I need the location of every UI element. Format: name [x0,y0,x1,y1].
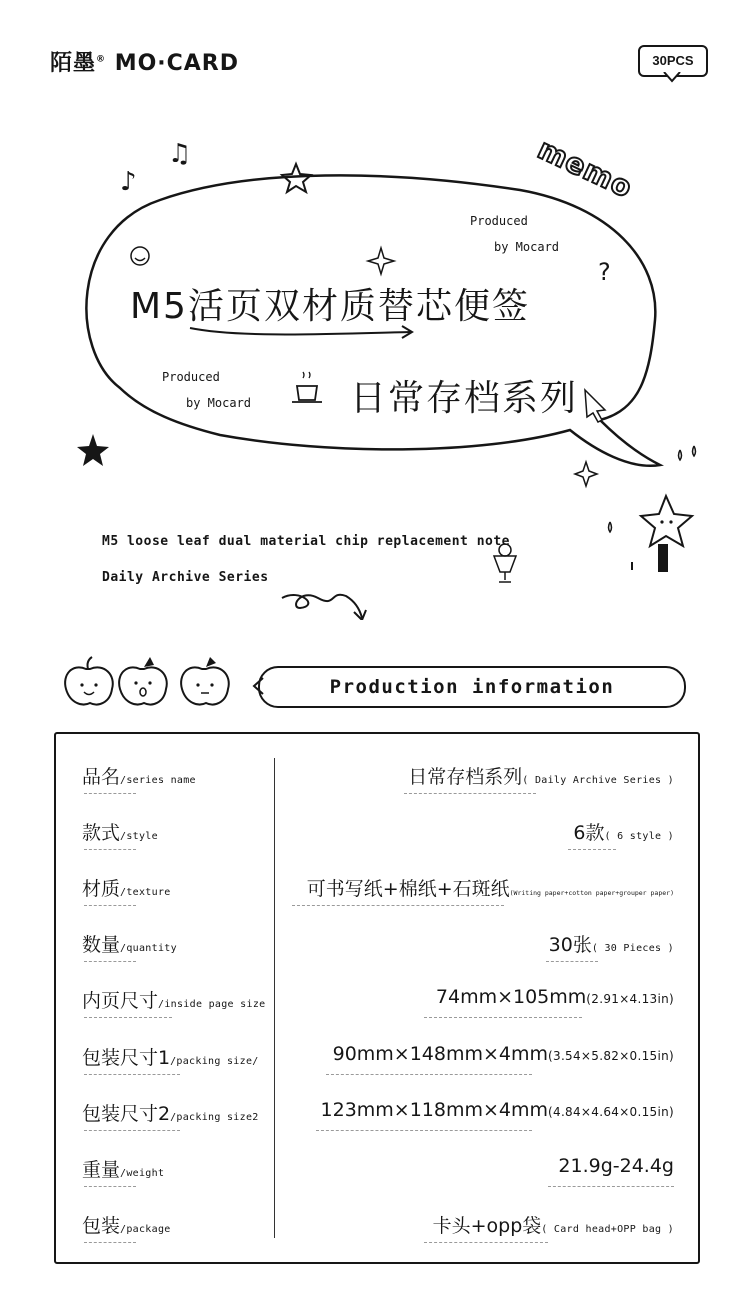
value-cn: 6款 [573,822,605,844]
value-cn: 日常存档系列 [408,766,523,788]
produced-word: Produced [470,214,528,228]
spec-row-packing-size-1 [0,1043,750,1099]
by-mocard: by Mocard [186,396,252,410]
cursor-icon [585,390,605,422]
memo-doodle-text: memo [532,132,638,205]
spec-row-weight [0,1155,750,1211]
row-value [408,762,674,789]
label-underline [84,849,136,850]
row-label [82,818,158,845]
apple-faces-illustration [60,655,240,711]
label-underline [84,1130,180,1131]
star-character-illustration [609,496,693,572]
value-en: (3.54×5.82×0.15in) [548,1049,674,1063]
brand-logo [50,46,239,77]
apple-icon [119,657,167,704]
label-cn: 品名 [82,766,121,788]
row-value [549,930,674,957]
value-cn: 90mm×148mm×4mm [332,1043,549,1065]
label-cn: 材质 [82,878,121,900]
label-underline [84,905,136,906]
label-cn: 数量 [82,934,121,956]
value-cn: 21.9g-24.4g [558,1155,674,1177]
star-icon [282,164,311,192]
value-underline [326,1074,532,1075]
value-underline [546,961,598,962]
apple-icon [65,657,113,704]
series-subtitle: 日常存档系列 [350,378,579,419]
value-underline [568,849,616,850]
row-value [321,1099,674,1121]
question-mark-icon: ? [598,258,611,286]
row-value [333,1043,674,1065]
value-cn: 74mm×105mm [435,986,587,1008]
row-label [82,874,171,901]
label-en: /inside page size [158,999,266,1010]
apple-icon [181,657,229,704]
sparkle-icon [368,248,394,274]
smiley-icon [131,247,149,265]
value-en: ( 30 Pieces ) [591,943,674,954]
label-en: /packing size/ [170,1056,259,1067]
black-star-icon [77,434,109,466]
row-value [433,1211,674,1238]
badge-pointer-icon [662,72,682,84]
row-value [436,986,674,1008]
label-cn: 包装尺寸2 [82,1103,171,1125]
produced-by-top [470,208,559,260]
value-en: (2.91×4.13in) [586,992,674,1006]
spec-row-style [0,818,750,874]
label-en: /package [120,1224,171,1235]
label-en: /texture [120,887,171,898]
label-underline [84,1186,136,1187]
value-en: (4.84×4.64×0.15in) [548,1105,674,1119]
label-cn: 内页尺寸 [82,990,159,1012]
swirl-arrow [282,595,362,618]
spec-row-texture [0,874,750,930]
label-en: /style [120,831,158,842]
row-value [558,1155,674,1177]
brand-registered-mark: ® [96,54,107,65]
english-product-name: M5 loose leaf dual material chip replacement note [102,534,511,549]
coffee-cup-icon [292,372,322,402]
value-underline [316,1130,532,1131]
row-label [82,1099,259,1126]
produced-by-left [162,364,251,416]
spec-row-package [0,1211,750,1267]
music-note-icon: ♪ [120,167,137,197]
spec-row-packing-size-2 [0,1099,750,1155]
value-en: ( Card head+OPP bag ) [541,1224,674,1235]
value-en: (Writing paper+cotton paper+grouper paper) [509,889,674,897]
by-mocard: by Mocard [494,240,560,254]
label-underline [84,961,136,962]
english-series-name: Daily Archive Series [102,570,269,585]
label-en: /packing size2 [170,1112,259,1123]
row-label [82,762,196,789]
label-underline [84,793,136,794]
value-underline [548,1186,674,1187]
label-cn: 包装 [82,1215,121,1237]
label-en: /series name [120,775,196,786]
row-label [82,986,265,1013]
brand-name-cn: 陌墨 [50,51,97,76]
row-label [82,1043,259,1070]
value-underline [424,1242,548,1243]
row-label [82,930,177,957]
spec-row-quantity [0,930,750,986]
value-en: ( Daily Archive Series ) [522,775,674,786]
label-cn: 款式 [82,822,121,844]
value-cn: 可书写纸+棉纸+石斑纸 [306,878,510,900]
brand-name-en: MO·CARD [114,51,240,76]
spec-row-inside-page-size [0,986,750,1042]
section-title: Production information [329,676,615,698]
product-title: M5活页双材质替芯便签 [130,286,530,327]
row-value [573,818,674,845]
row-value [307,874,674,901]
produced-word: Produced [162,370,220,384]
music-clef-icon: ♫ [168,139,192,169]
quantity-badge-label: 30PCS [652,53,694,68]
label-en: /quantity [120,943,177,954]
row-label [82,1155,164,1182]
value-underline [424,1017,582,1018]
sparkle-small-icon [575,462,597,486]
label-cn: 包装尺寸1 [82,1047,171,1069]
label-underline [84,1242,136,1243]
label-underline [84,1017,172,1018]
value-cn: 123mm×118mm×4mm [320,1099,549,1121]
production-information-heading [258,666,686,708]
label-en: /weight [120,1168,165,1179]
spec-row-series-name [0,762,750,818]
value-cn: 30张 [548,934,592,956]
value-cn: 卡头+opp袋 [432,1215,542,1237]
row-label [82,1211,171,1238]
value-underline [292,905,504,906]
label-underline [84,1074,180,1075]
sundae-cup-icon [494,544,516,582]
label-cn: 重量 [82,1159,121,1181]
value-underline [404,793,536,794]
value-en: ( 6 style ) [604,831,674,842]
